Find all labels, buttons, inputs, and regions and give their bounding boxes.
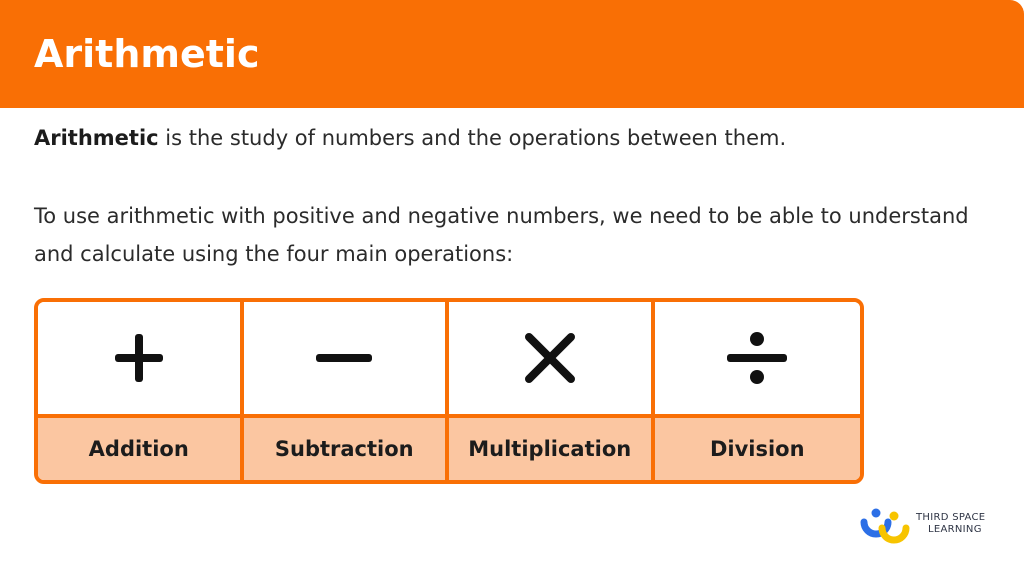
intro-text: is the study of numbers and the operations between them. <box>158 126 787 150</box>
page-title: Arithmetic <box>34 32 260 76</box>
multiplication-label: Multiplication <box>449 418 655 480</box>
addition-label: Addition <box>38 418 244 480</box>
intro-paragraph <box>34 122 994 154</box>
header-bar <box>0 0 1024 108</box>
division-symbol-cell <box>655 302 861 418</box>
multiplication-symbol-cell <box>449 302 655 418</box>
logo-line-1: THIRD SPACE <box>916 512 986 523</box>
logo-text <box>916 512 985 536</box>
operations-table <box>34 298 864 484</box>
intro-term: Arithmetic <box>34 126 159 150</box>
operations-paragraph: To use arithmetic with positive and negative numbers, we need to be able to understand and calculate using the four main operations: <box>34 204 969 266</box>
third-space-learning-logo <box>860 508 1000 544</box>
addition-symbol-cell <box>38 302 244 418</box>
divide-icon <box>726 332 788 384</box>
logo-mark-icon <box>860 508 912 544</box>
multiply-icon <box>523 331 577 385</box>
minus-icon <box>315 352 373 364</box>
subtraction-label: Subtraction <box>244 418 450 480</box>
plus-icon <box>113 332 165 384</box>
logo-line-2: LEARNING <box>928 524 982 535</box>
division-label: Division <box>655 418 861 480</box>
subtraction-symbol-cell <box>244 302 450 418</box>
